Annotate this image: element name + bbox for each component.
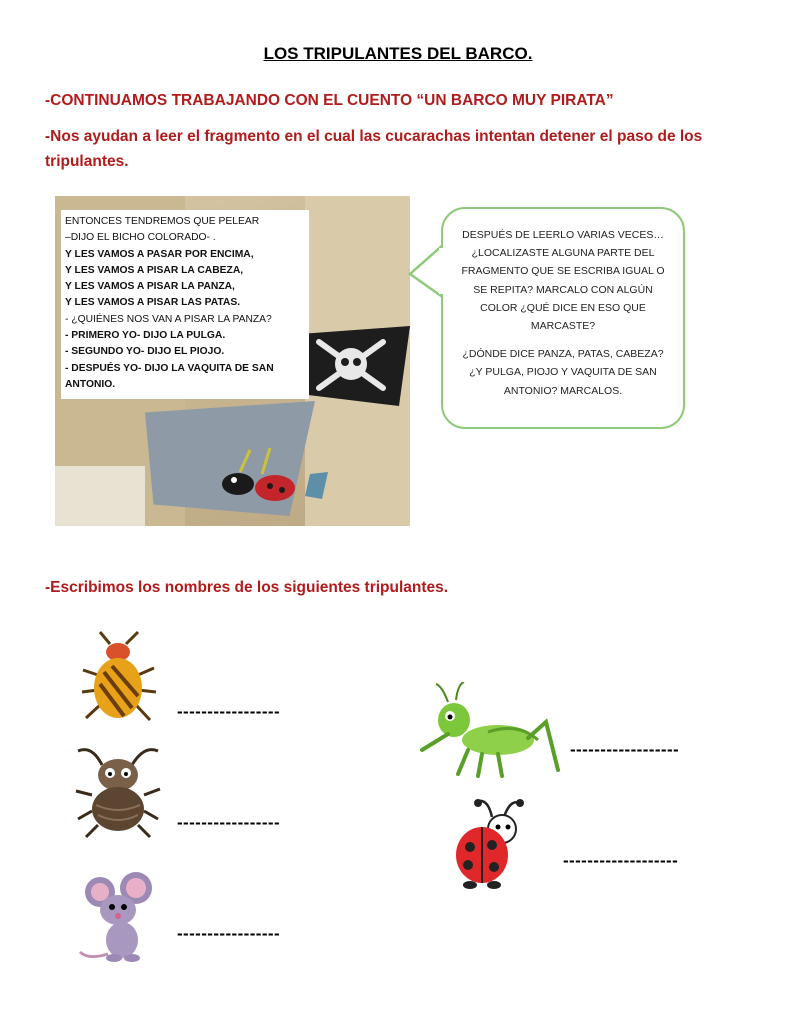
answer-line-mouse[interactable]: ----------------- — [177, 924, 281, 943]
page-title: LOS TRIPULANTES DEL BARCO. — [263, 44, 533, 63]
mouse-icon — [78, 870, 160, 965]
fragment-line: Y LES VAMOS A PASAR POR ENCIMA, — [65, 248, 254, 260]
task-instruction: -Escribimos los nombres de los siguientes tripulantes. — [45, 579, 449, 596]
answer-line-grasshopper[interactable]: ------------------ — [570, 740, 680, 759]
fragment-line: Y LES VAMOS A PISAR LA PANZA, — [65, 281, 235, 293]
intro-line-2: -Nos ayudan a leer el fragmento en el cual las cucarachas intentan detener el paso de los tripulantes. — [45, 128, 703, 170]
fragment-line: - SEGUNDO YO- DIJO EL PIOJO. — [65, 346, 225, 358]
story-illustration — [55, 196, 410, 526]
newspaper-boat — [55, 466, 145, 526]
fragment-line: Y LES VAMOS A PISAR LAS PATAS. — [65, 297, 241, 309]
skull-icon — [313, 334, 393, 394]
answer-line-ladybug[interactable]: ------------------- — [563, 851, 679, 870]
fragment-line: - PRIMERO YO- DIJO LA PULGA. — [65, 330, 226, 342]
cockroach-icon — [72, 745, 164, 840]
bubble-tail-mask — [435, 240, 447, 302]
answer-line-beetle[interactable]: ----------------- — [177, 702, 281, 721]
bubble-paragraph-1: DESPUÉS DE LEERLO VARIAS VECES… ¿LOCALIZASTE ALGUNA PARTE DEL FRAGMENTO QUE SE ESCRIBA IGUAL O SE REPITA? MARCALO CON ALGÚN COLOR ¿QUÉ DICE EN ESO QUE MARCASTE? — [461, 229, 665, 333]
fragment-line: - DESPUÉS YO- DIJO LA VAQUITA DE SAN — [65, 362, 274, 374]
beetle-icon — [78, 630, 160, 730]
fragment-line: ENTONCES TENDREMOS QUE PELEAR — [65, 216, 260, 227]
bugs-on-boat-icon — [210, 444, 350, 514]
fragment-line: ANTONIO. — [65, 378, 116, 390]
answer-line-cockroach[interactable]: ----------------- — [177, 813, 281, 832]
fragment-line: - ¿QUIÉNES NOS VAN A PISAR LA PANZA? — [65, 313, 272, 325]
intro-line-1: -CONTINUAMOS TRABAJANDO CON EL CUENTO “UN BARCO MUY PIRATA” — [45, 92, 614, 109]
grasshopper-icon — [418, 682, 560, 782]
fragment-line: –DIJO EL BICHO COLORADO- . — [65, 232, 216, 244]
fragment-line: Y LES VAMOS A PISAR LA CABEZA, — [65, 264, 244, 276]
speech-bubble — [441, 207, 685, 429]
fragment-text-box — [61, 210, 309, 399]
bubble-paragraph-2: ¿DÓNDE DICE PANZA, PATAS, CABEZA? ¿Y PULGA, PIOJO Y VAQUITA DE SAN ANTONIO? MARCALOS. — [462, 348, 664, 397]
ladybug-icon — [448, 797, 528, 892]
